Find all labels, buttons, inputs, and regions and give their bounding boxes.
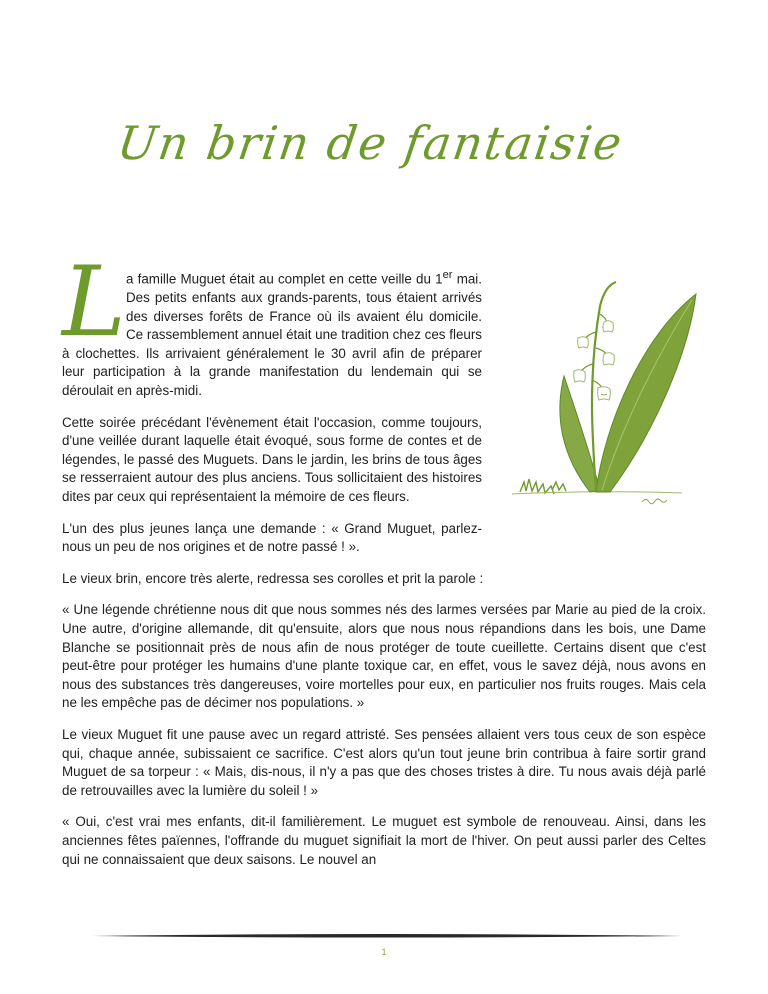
paragraph-5: « Une légende chrétienne nous dit que nous sommes nés des larmes versées par Marie au pied de la croix. Une autre, d'origine allemande, dit qu'ensuite, alors que nous nous répandions dans les bois, une Dame Blanche se positionnait près de nous afin de nous protéger de toute cueillette. Certains disent que c'est peut-être pour protéger les humains d'une plante toxique car, en effet, vous le savez déjà, nous avons en nous des substances très dangereuses, voire mortelles pour eux, en particulier nos fruits rouges. Mais cela ne les empêche pas de décimer nos populations. » [62,602,706,711]
footer-divider [92,932,682,940]
paragraph-4: Le vieux brin, encore très alerte, redressa ses corolles et prit la parole : [62,570,484,586]
article-body [62,246,706,882]
page-title: Un brin de fantaisie [114,116,627,170]
lily-of-the-valley-illustration [492,266,706,518]
page-number: 1 [381,947,387,958]
paragraph-6: Le vieux Muguet fit une pause avec un regard attristé. Ses pensées allaient vers tous ceux de son espèce qui, chaque année, subissaient ce sacrifice. C'est alors qu'un tout jeune brin contribua à faire sortir grand Muguet de sa torpeur : « Mais, dis-nous, il n'y a pas que des choses tristes à dire. Tu nous avais déjà parlé de retrouvailles avec la lumière du soleil ! » [62,726,706,798]
intro-text-start: a famille Muguet était au complet en cette veille du 1 [126,271,443,287]
paragraph-2: Cette soirée précédant l'évènement était l'occasion, comme toujours, d'une veillée durant laquelle était évoqué, sous forme de contes et de légendes, le passé des Muguets. Dans le jardin, les brins de tous âges se resserraient autour des plus anciens. Tous sollicitaient des histoires dites par ceux qui représentaient la mémoire de ces fleurs. [62,414,482,504]
paragraph-7: « Oui, c'est vrai mes enfants, dit-il familièrement. Le muguet est symbole de renouveau. Ainsi, dans les anciennes fêtes païennes, l'offrande du muguet signifiait la mort de l'hiver. On peut aussi parler des Celtes qui ne connaissaient que deux saisons. Le nouvel an [62,814,706,867]
drop-cap-letter: L [62,246,126,358]
paragraph-3: L'un des plus jeunes lança une demande : « Grand Muguet, parlez-nous un peu de nos origines et de notre passé ! ». [62,520,482,555]
intro-text-rest: mai. Des petits enfants aux grands-parents, tous étaient arrivés des diverses forêts de France où ils avaient élu domicile. Ce rassemblement annuel était une tradition chez ces fleurs à clochettes. Ils arrivaient généralement le 30 avril afin de préparer leur participation à la grande manifestation du lendemain qui se déroulait en après-midi. [62,271,482,399]
superscript-er: er [442,269,453,281]
